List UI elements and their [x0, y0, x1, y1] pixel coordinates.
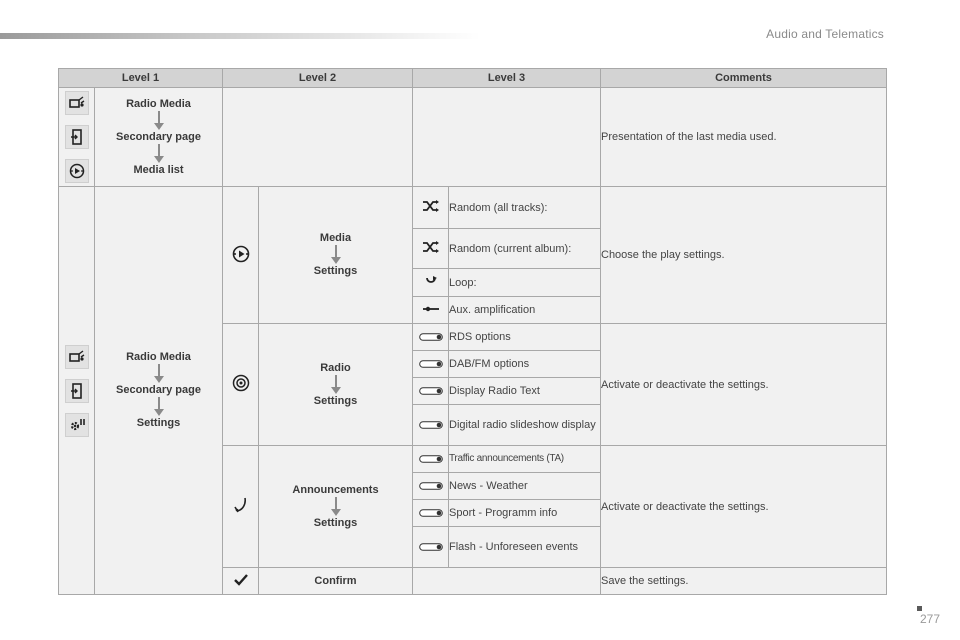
media-comment: Choose the play settings. [601, 187, 887, 324]
level2-settings: Settings [313, 394, 358, 407]
toggle-switch-icon[interactable] [419, 387, 443, 395]
loop-icon [423, 275, 439, 287]
level1-settings: Settings [136, 417, 181, 429]
checkmark-icon[interactable] [234, 574, 248, 586]
radio-broadcast-icon [232, 374, 250, 392]
arrow-down-icon [331, 245, 341, 265]
arrow-down-icon [154, 144, 164, 164]
radio-media-icon [65, 345, 89, 369]
confirm-label[interactable]: Confirm [259, 568, 413, 595]
toggle-cell[interactable] [413, 324, 449, 351]
section-title: Audio and Telematics [766, 27, 884, 41]
level1-secondary-page: Secondary page [116, 384, 201, 396]
table-row [59, 187, 887, 229]
header-gradient-bar [0, 33, 480, 39]
level3-traffic-announcements: Traffic announcements (TA) [449, 446, 601, 473]
announcements-icon-cell [223, 446, 259, 568]
table-header-row [59, 69, 887, 88]
arrow-down-icon [154, 111, 164, 131]
level2-announcements: Announcements [292, 483, 379, 496]
shuffle-icon-cell [413, 187, 449, 229]
toggle-switch-icon[interactable] [419, 482, 443, 490]
announcements-icon [233, 496, 249, 514]
toggle-switch-icon[interactable] [419, 509, 443, 517]
arrow-down-icon [331, 497, 341, 517]
header-level-1: Level 1 [59, 69, 223, 88]
level1-radio-media: Radio Media [126, 351, 191, 363]
group-icons [59, 187, 95, 595]
level3-display-radio-text: Display Radio Text [449, 378, 601, 405]
level3-dab-fm-options: DAB/FM options [449, 351, 601, 378]
toggle-switch-icon[interactable] [419, 360, 443, 368]
header-level-3: Level 3 [413, 69, 601, 88]
row1-level2-empty [223, 88, 413, 187]
level2-radio: Radio [320, 361, 351, 374]
announcements-comment: Activate or deactivate the settings. [601, 446, 887, 568]
toggle-cell[interactable] [413, 446, 449, 473]
confirm-icon-cell[interactable] [223, 568, 259, 595]
level2-media: Media [319, 232, 352, 244]
arrow-down-icon [154, 397, 164, 417]
media-icon-cell [223, 187, 259, 324]
media-level2 [259, 187, 413, 324]
toggle-switch-icon[interactable] [419, 333, 443, 341]
announcements-level2 [259, 446, 413, 568]
arrow-down-icon [154, 364, 164, 384]
level1-radio-media: Radio Media [126, 97, 191, 110]
level3-loop: Loop: [449, 269, 601, 297]
toggle-cell[interactable] [413, 405, 449, 446]
radio-icon-cell [223, 324, 259, 446]
radio-media-icon [65, 91, 89, 115]
toggle-switch-icon[interactable] [419, 455, 443, 463]
page-number: 277 [919, 612, 940, 626]
row1-level1 [95, 88, 223, 187]
aux-icon-cell [413, 297, 449, 324]
aux-amplification-icon [422, 304, 440, 314]
confirm-level3-empty [413, 568, 601, 595]
radio-comment: Activate or deactivate the settings. [601, 324, 887, 446]
toggle-cell[interactable] [413, 378, 449, 405]
header-comments: Comments [601, 69, 887, 88]
media-player-icon [231, 244, 251, 264]
media-list-icon [65, 159, 89, 183]
page-marker [917, 606, 922, 611]
row1-icons [59, 88, 95, 187]
level3-digital-radio-slideshow: Digital radio slideshow display [449, 405, 601, 446]
level3-flash-unforeseen: Flash - Unforeseen events [449, 527, 601, 568]
toggle-switch-icon[interactable] [419, 543, 443, 551]
secondary-page-icon [65, 125, 89, 149]
toggle-cell[interactable] [413, 500, 449, 527]
level3-random-all: Random (all tracks): [449, 187, 601, 229]
toggle-switch-icon[interactable] [419, 421, 443, 429]
group-level1 [95, 187, 223, 595]
level3-news-weather: News - Weather [449, 473, 601, 500]
header-level-2: Level 2 [223, 69, 413, 88]
settings-gear-icon [65, 413, 89, 437]
radio-level2 [259, 324, 413, 446]
shuffle-icon [422, 200, 440, 212]
row1-level3-empty [413, 88, 601, 187]
secondary-page-icon [65, 379, 89, 403]
shuffle-icon-cell [413, 229, 449, 269]
level3-sport-programm-info: Sport - Programm info [449, 500, 601, 527]
row1-comment: Presentation of the last media used. [601, 88, 887, 187]
toggle-cell[interactable] [413, 527, 449, 568]
arrow-down-icon [331, 375, 341, 395]
level3-rds-options: RDS options [449, 324, 601, 351]
level2-settings: Settings [313, 265, 358, 277]
level1-media-list: Media list [133, 163, 184, 176]
settings-table [58, 68, 887, 595]
level3-aux-amplification: Aux. amplification [449, 297, 601, 324]
level1-secondary-page: Secondary page [116, 130, 201, 143]
table-row [59, 88, 887, 187]
level3-random-album: Random (current album): [449, 229, 601, 269]
loop-icon-cell [413, 269, 449, 297]
toggle-cell[interactable] [413, 351, 449, 378]
level2-settings: Settings [313, 516, 358, 529]
shuffle-icon [422, 241, 440, 253]
toggle-cell[interactable] [413, 473, 449, 500]
confirm-comment: Save the settings. [601, 568, 887, 595]
